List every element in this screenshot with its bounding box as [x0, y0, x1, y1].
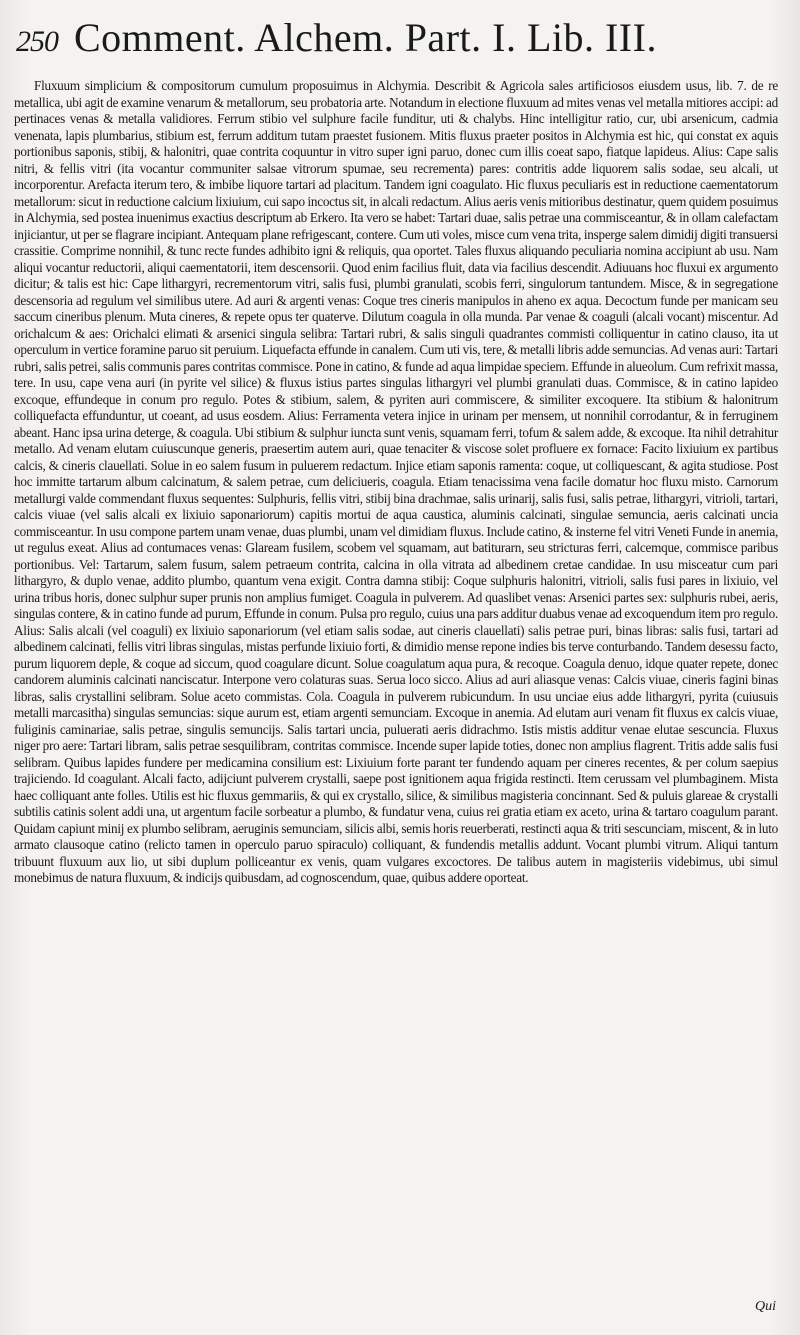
catchword: Qui [755, 1299, 776, 1314]
page-number: 250 [16, 25, 58, 58]
running-head: Comment. Alchem. Part. I. Lib. III. [74, 15, 657, 60]
body-text [14, 78, 778, 887]
body-paragraph: Fluxuum simplicium & compositorum cumulum proposuimus in Alchymia. Describit & Agricola sales artificiosos eiusdem usus, lib. 7. de re metallica, ubi agit de examine venarum & metallorum, seu probatoria arte. Notandum in electione fluxuum ad mites venas vel metalla mitiores accipi: ad pertinaces venas & metalla validiores. Ferrum stibio vel sulphure facile funditur, uti & chalybs. Hinc intelligitur ratio, cur, ubi arsenicum, cadmia venenata, lapis plumbarius, stibium est, ferrum additum tutam praestet fusionem. Mitis fluxus praeter positos in Alchymia est hic, qui constat ex aquis portionibus saponis, stibij, & halonitri, quae contrita coquuntur in vitro super igni paruo, donec cum illis coeat sapo, fiatque lapideus. Alius: Cape salis nitri, & fellis vitri (ita vocantur communiter salsae vitrorum spumae, seu recrementa) pares: contritis adde liquorem salis sodae, seu alcali, ut incorporentur. Arefacta iterum tero, & imbibe liquore tartari ad placitum. Tandem igni coagulato. Hic fluxus peculiaris est in reductione caementatorum metallorum: sicut in reductione calcium lixiuium, cui sapo incoctus sit, in alcali redactum. Alius aeris venis mitioribus destinatur, quem quidem posuimus in Alchymia, sed postea inuenimus exactius descriptum ab Erkero. Ita vero se habet: Tartari duae, salis petrae una commisceantur, & in ollam calefactam injiciantur, ut per se flagrare incipiant. Antequam plane refrigescant, contere. Cum uti voles, misce cum vena trita, insperge salem dimidij digiti transuersi crassitie. Comprime nonnihil, & tunc recte fundes adhibito igni & reliquis, qua oportet. Tales fluxus aliquando peculiaria nomina accipiunt ab usu. Nam aliqui vocantur reductorii, aliqui caementatorii, item descensorii. Quod enim facilius fluit, data via facilius descendit. Adiuuans hoc fluxui ex argumento dicitur; & talis est hic: Cape lithargyri, recrementorum vitri, salis fusi, plumbi granulati, scobis ferri, singulorum tantundem. Misce, & in segregatione descensoria ad regulum vel similibus utere. Ad auri & argenti venas: Coque tres cineris manipulos in aheno ex aqua. Decoctum funde per manicam seu saccum cineribus plenum. Muta cineres, & repete opus ter quaterve. Dilutum coagula in olla munda. Par venae & coaguli (alcali vocant) miscentur. Ad orichalcum & aes: Orichalci elimati & arsenici singula selibra: Tartari rubri, & salis singuli quadrantes commisti colliquentur in catino clauso, ita ut operculum in vertice foramine paruo sit peruium. Liquefacta effunde in canalem. Cum uti vis, tere, & metalli libris adde semuncias. Ad venas auri: Tartari rubri, salis petrei, salis communis pares contritas commisce. Pone in catino, & funde ad aqua limpidae speciem. Effunde in alueolum. Cum refrixit massa, tere. In usu, cape vena auri (in pyrite vel silice) & fluxus istius partes singulas lithargyri vel plumbi granulati duas. Commisce, & in catino lapideo excoque, effundeque in conum pro regulo. Potes & stibium, salem, & pyriten auri commiscere, & similiter excoquere. Ita stibium & halonitrum colliquefacta effunduntur, ut coeant, ad usus eosdem. Alius: Ferramenta vetera injice in urinam per mensem, ut nonnihil corrodantur, & in ferruginem abeant. Hanc ipsa urina deterge, & coagula. Ubi stibium & sulphur iuncta sunt venis, squamam ferri, tofum & salem adde, & excoque. Ita nihil detrahitur metallo. Ad venam elutam cuiuscunque generis, praesertim autem auri, quae tenaciter & viscose solet profluere ex fornace: Facito lixiuium ex partibus calcis, & cineris clauellati. Solue in eo salem fusum in puluerem redactum. Injice etiam saponis ramenta: coque, ut colliquescant, & agita studiose. Post hoc immitte tartarum album calcinatum, & salem petrae, cum deliciueris, coagula. Etiam tenacissima vena facile domatur hoc fluxu misto. Carnorum metallurgi valde commendant fluxus sequentes: Sulphuris, fellis vitri, stibij bina drachmae, salis urinarij, salis fusi, salis petrae, lithargyri, vitrioli, tartari, calcis viuae (vel salis alcali ex lixiuio saponariorum) capitis mortui de aqua caustica, aluminis calcinati, singulae semuncia, aeris calcinati uncia commisceantur. In usu compone partem unam venae, duas plumbi, unam vel dimidiam fluxus. Include catino, & insterne fel vitri Veneti Funde in anemia, ut regulus exeat. Alius ad contumaces venas: Glaream fusilem, scobem vel squamam, aut batiturarn, seu stricturas ferri, calcemque, commisce paribus portionibus. Vel: Tartarum, salem fusum, salem petraeum contrita, calcina in olla vitrata ad albedinem cretae candidae. In usu misceatur cum pari lithargyro, & duplo venae, addito plumbo, quantum vena exigit. Contra damna stibij: Coque sulphuris halonitri, vitrioli, salis fusi pares in lixiuio, vel urina tribus horis, donec sulphur super prunis non amplius fumiget. Coagula in pulverem. Ad quaslibet venas: Arsenici partes sex: sulphuris rubei, aeris, singulas contere, & in catino funde ad purum, Effunde in conum. Pulsa pro regulo, cuius una pars additur duabus venae ad excoquendum item pro regulo. Alius: Salis alcali (vel coaguli) ex lixiuio saponariorum (vel etiam salis sodae, aut cineris clauellati) salis petrae puri, binas libras: salis fusi, tartari ad albedinem calcinati, fellis vitri libras singulas, mistas perfunde lixiuio forti, & dimidio mense repone indies bis terve conturbando. Tandem desessu facto, purum liquorem deple, & coque ad siccum, quod coagulare dicunt. Solue coagulatum aqua pura, & recoque. Coagula denuo, idque quater repete, donec candorem aluminis calcinati nanciscatur. Interpone vero colaturas suas. Serua loco sicco. Alius ad auri aliasque venas: Calcis viuae, cineris fagini binas libras, salis crystallini selibram. Solue aceto commistas. Cola. Coagula in pulverem rubicundum. In usu unciae eius adde lithargyri, pyrita (cuiusuis metalli marcasitha) singulas semuncias: sique aurum est, etiam argenti semunciam. Excoque in anemia. Ad elutam auri venam fit fluxus ex calcis viuae, fuliginis caminariae, salis petrae, singulis semuncijs. Salis tartari uncia, puluerati aeris didrachmo. Istis mistis additur venae elutae sescuncia. Fluxus niger pro aere: Tartari libram, salis petrae sesquilibram, contritas commisce. Incende super lapide toties, donec non amplius flagrent. Tritis adde salis fusi selibram. Quibus lapides fundere per medicamina consilium est: Lixiuium forte parant ter fundendo aquam per cineres recentes, & per colum saepius trajiciendo. Id coagulant. Alcali facto, adijciunt pulverem crystalli, saepe post ignitionem aqua frigida restincti. Item cerussam vel plumbaginem. Mista haec colliquant ante folles. Utilis est hic fluxus gemmariis, & qui ex crystallo, silice, & similibus magisteria concinnant. Sed & puluis glareae & crystalli subtilis catinis solent addi una, ut argentum facile sorbeatur a plumbo, & fundatur vena, cuius rei gratia etiam ex aceto, urina & tartaro coagulum parant. Quidam capiunt minij ex plumbo selibram, aeruginis semunciam, silicis albi, semis horis reuerberati, restincti aqua & triti sescunciam, miscent, & in luto armato clausoque catino (relicto tamen in operculo paruo spiraculo) colliquant, & fundendis metallis addunt. Vocant plumbi vitrum. Aliqui tantum tribuunt fluxuum aux lio, ut sibi duplum polliceantur ex venis, quam vulgares excoctores. De talibus autem in magisteriis videbimus, ubi simul monebimus de natura fluxuum, & indicijs quibusdam, ad cognoscendum, quae, quibus addere oporteat. [14, 78, 778, 885]
page-header [14, 14, 778, 70]
